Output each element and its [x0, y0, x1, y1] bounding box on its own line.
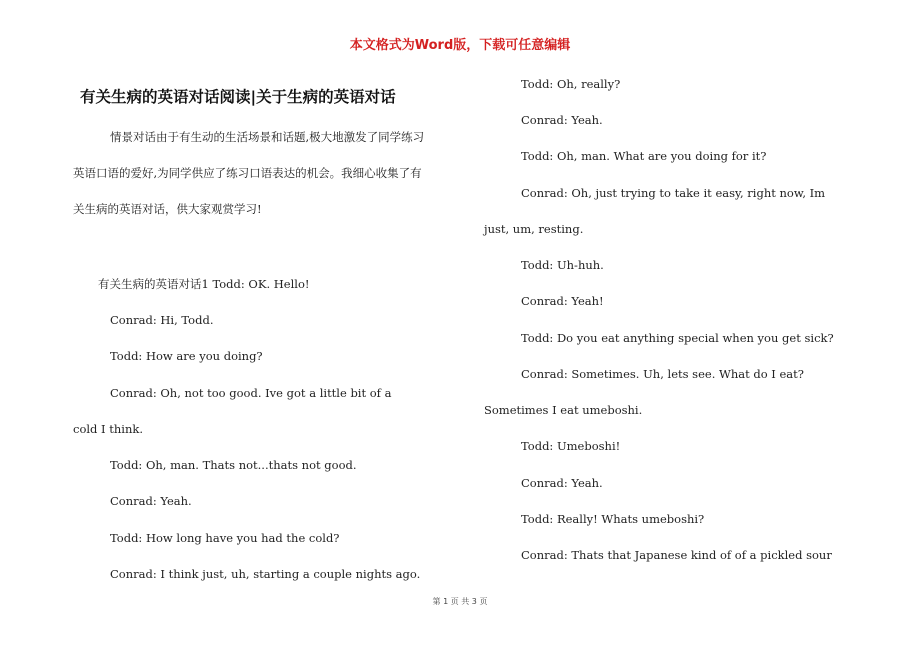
format-banner: 本文格式为Word版，下载可任意编辑: [349, 38, 571, 53]
dialogue-line: Todd: Oh, man. What are you doing for it?: [521, 149, 767, 163]
intro-line: 情景对话由于有生动的生活场景和话题,极大地激发了同学练习: [110, 130, 425, 144]
dialogue-line: Todd: Umeboshi!: [521, 439, 621, 453]
dialogue-line: Conrad: Yeah.: [110, 494, 192, 508]
dialogue-line: Conrad: Yeah!: [521, 294, 604, 308]
dialogue-line: Conrad: Hi, Todd.: [110, 313, 214, 327]
dialogue-line: Todd: Really! Whats umeboshi?: [521, 512, 705, 526]
dialogue-line: cold I think.: [73, 422, 143, 436]
dialogue-line: Conrad: Oh, just trying to take it easy, right now, Im: [521, 186, 826, 200]
dialogue-line: just, um, resting.: [484, 222, 584, 236]
dialogue-line: Todd: How are you doing?: [110, 349, 263, 363]
dialogue-line: Todd: Oh, man. Thats not...thats not good.: [110, 458, 357, 472]
dialogue-line: Conrad: I think just, uh, starting a couple nights ago.: [110, 567, 421, 581]
dialogue-line: Conrad: Oh, not too good. Ive got a little bit of a: [110, 386, 392, 400]
dialogue-line: Conrad: Yeah.: [521, 476, 603, 490]
dialogue-line: Todd: Do you eat anything special when you get sick?: [521, 331, 834, 345]
dialogue-line: Todd: How long have you had the cold?: [110, 531, 340, 545]
section-heading: 有关生病的英语对话1 Todd: OK. Hello!: [98, 277, 310, 291]
dialogue-line: Conrad: Yeah.: [521, 113, 603, 127]
dialogue-line: Conrad: Sometimes. Uh, lets see. What do I eat?: [521, 367, 804, 381]
dialogue-line: Todd: Uh-huh.: [521, 258, 604, 272]
intro-line: 关生病的英语对话，供大家观赏学习!: [73, 202, 262, 216]
dialogue-line: Conrad: Thats that Japanese kind of of a pickled sour: [521, 548, 832, 562]
intro-line: 英语口语的爱好,为同学供应了练习口语表达的机会。我细心收集了有: [73, 166, 422, 180]
page-number: 第 1 页 共 3 页: [432, 597, 488, 606]
dialogue-line: Todd: Oh, really?: [521, 77, 621, 91]
dialogue-line: Sometimes I eat umeboshi.: [484, 403, 643, 417]
document-title: 有关生病的英语对话阅读|关于生病的英语对话: [80, 88, 396, 106]
